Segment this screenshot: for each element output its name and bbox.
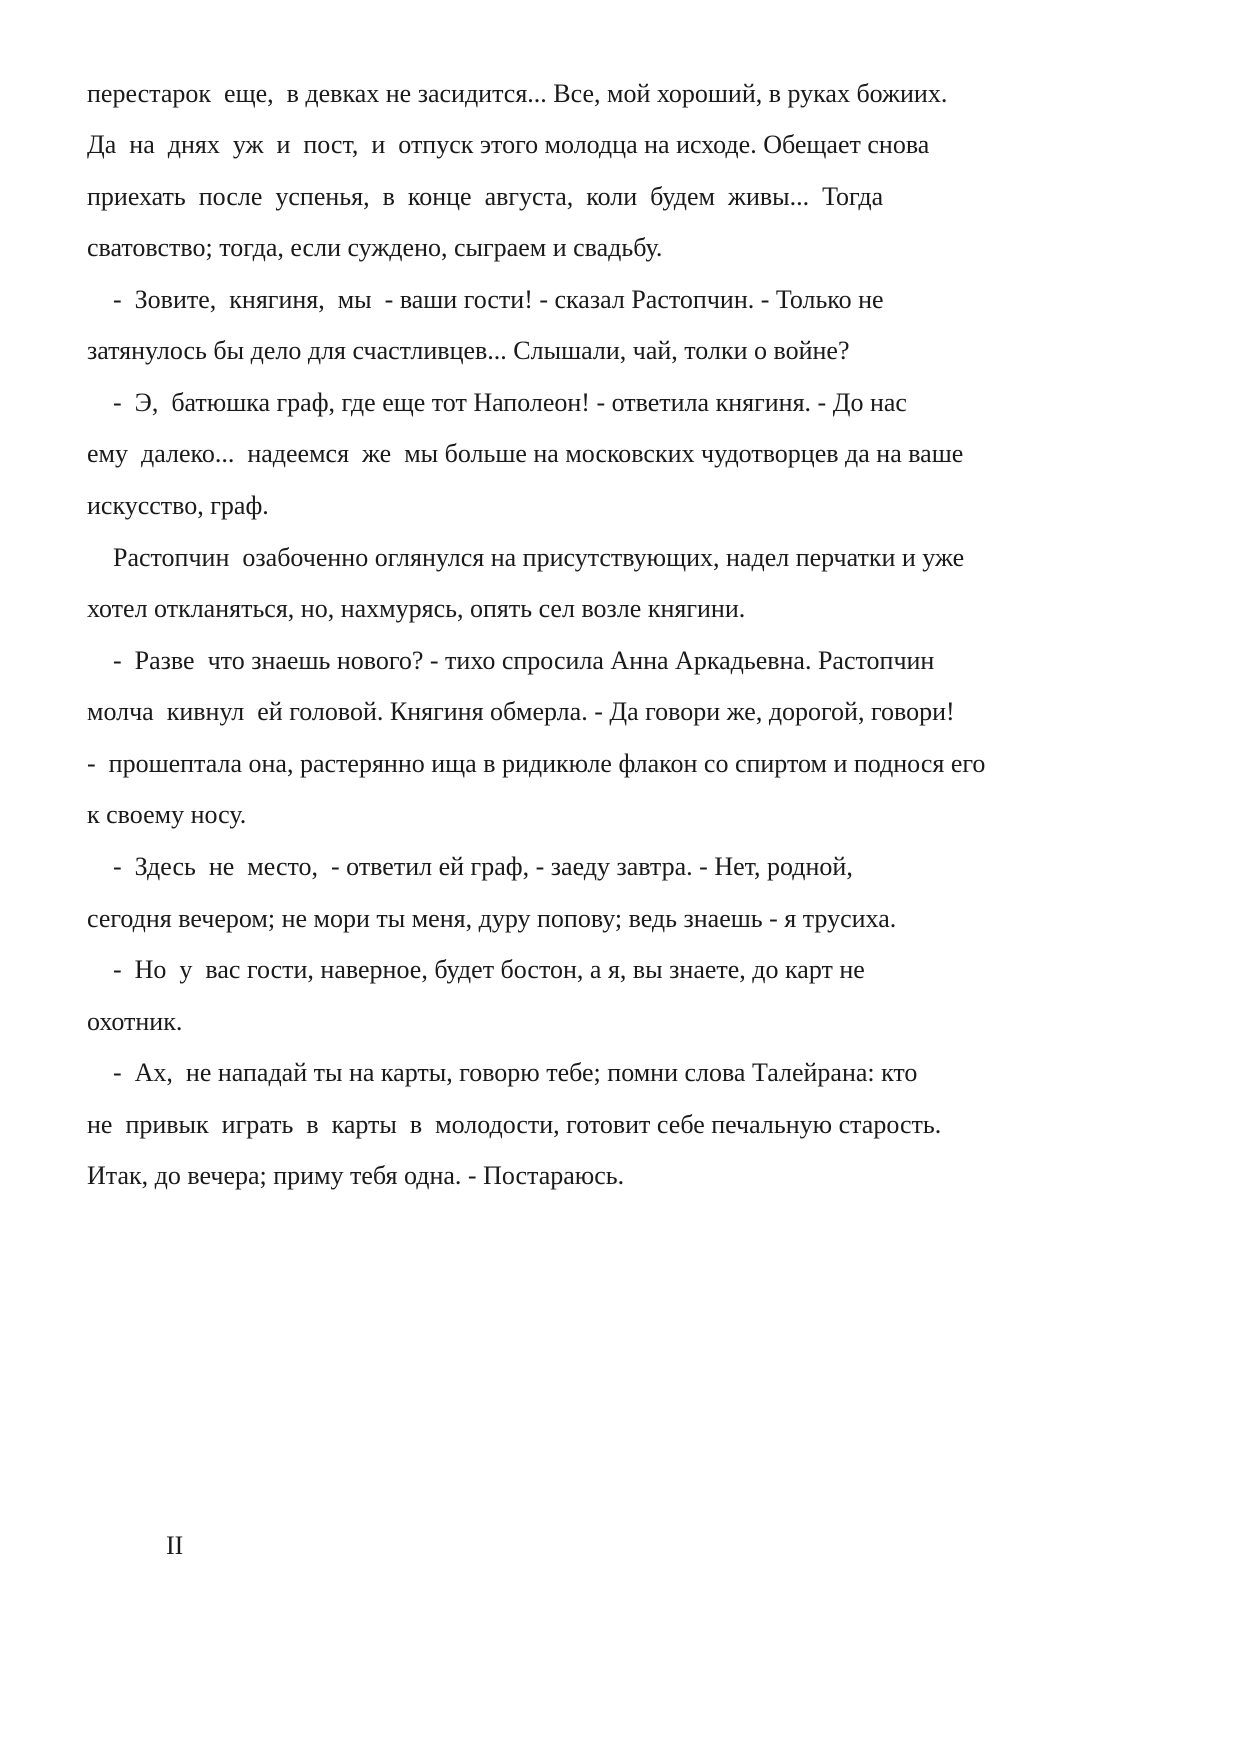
text-line: Итак, до вечера; приму тебя одна. - Постараюсь.: [87, 1161, 625, 1190]
text-line: сватовство; тогда, если суждено, сыграем и свадьбу.: [87, 233, 663, 262]
text-line: приехать после успенья, в конце августа, коли будем живы... Тогда: [87, 182, 884, 211]
text-line: - Ах, не нападай ты на карты, говорю тебе; помни слова Талейрана: кто: [87, 1058, 918, 1087]
chapter-number: II: [166, 1531, 184, 1560]
text-line: Да на днях уж и пост, и отпуск этого молодца на исходе. Обещает снова: [87, 130, 930, 159]
text-line: - прошептала она, растерянно ища в ридикюле флакон со спиртом и поднося его: [87, 749, 986, 778]
text-line: затянулось бы дело для счастливцев... Слышали, чай, толки о войне?: [87, 336, 850, 365]
text-line: перестарок еще, в девках не засидится... Все, мой хороший, в руках божиих.: [87, 79, 948, 108]
text-line: хотел откланяться, но, нахмурясь, опять сел возле княгини.: [87, 594, 746, 623]
text-line: Растопчин озабоченно оглянулся на присутствующих, надел перчатки и уже: [87, 543, 965, 572]
text-line: - Э, батюшка граф, где еще тот Наполеон! - ответила княгиня. - До нас: [87, 388, 907, 417]
text-line: сегодня вечером; не мори ты меня, дуру попову; ведь знаешь - я трусиха.: [87, 904, 897, 933]
text-line: ему далеко... надеемся же мы больше на московских чудотворцев да на ваше: [87, 439, 964, 468]
text-line: охотник.: [87, 1007, 183, 1036]
text-line: к своему носу.: [87, 800, 247, 829]
text-line: искусство, граф.: [87, 491, 269, 520]
text-line: не привык играть в карты в молодости, готовит себе печальную старость.: [87, 1110, 942, 1139]
text-line: молча кивнул ей головой. Княгиня обмерла. - Да говори же, дорогой, говори!: [87, 697, 955, 726]
text-line: - Зовите, княгиня, мы - ваши гости! - сказал Растопчин. - Только не: [87, 285, 884, 314]
text-line: - Разве что знаешь нового? - тихо спросила Анна Аркадьевна. Растопчин: [87, 646, 935, 675]
text-line: - Но у вас гости, наверное, будет бостон, а я, вы знаете, до карт не: [87, 955, 865, 984]
text-line: - Здесь не место, - ответил ей граф, - заеду завтра. - Нет, родной,: [87, 852, 853, 881]
